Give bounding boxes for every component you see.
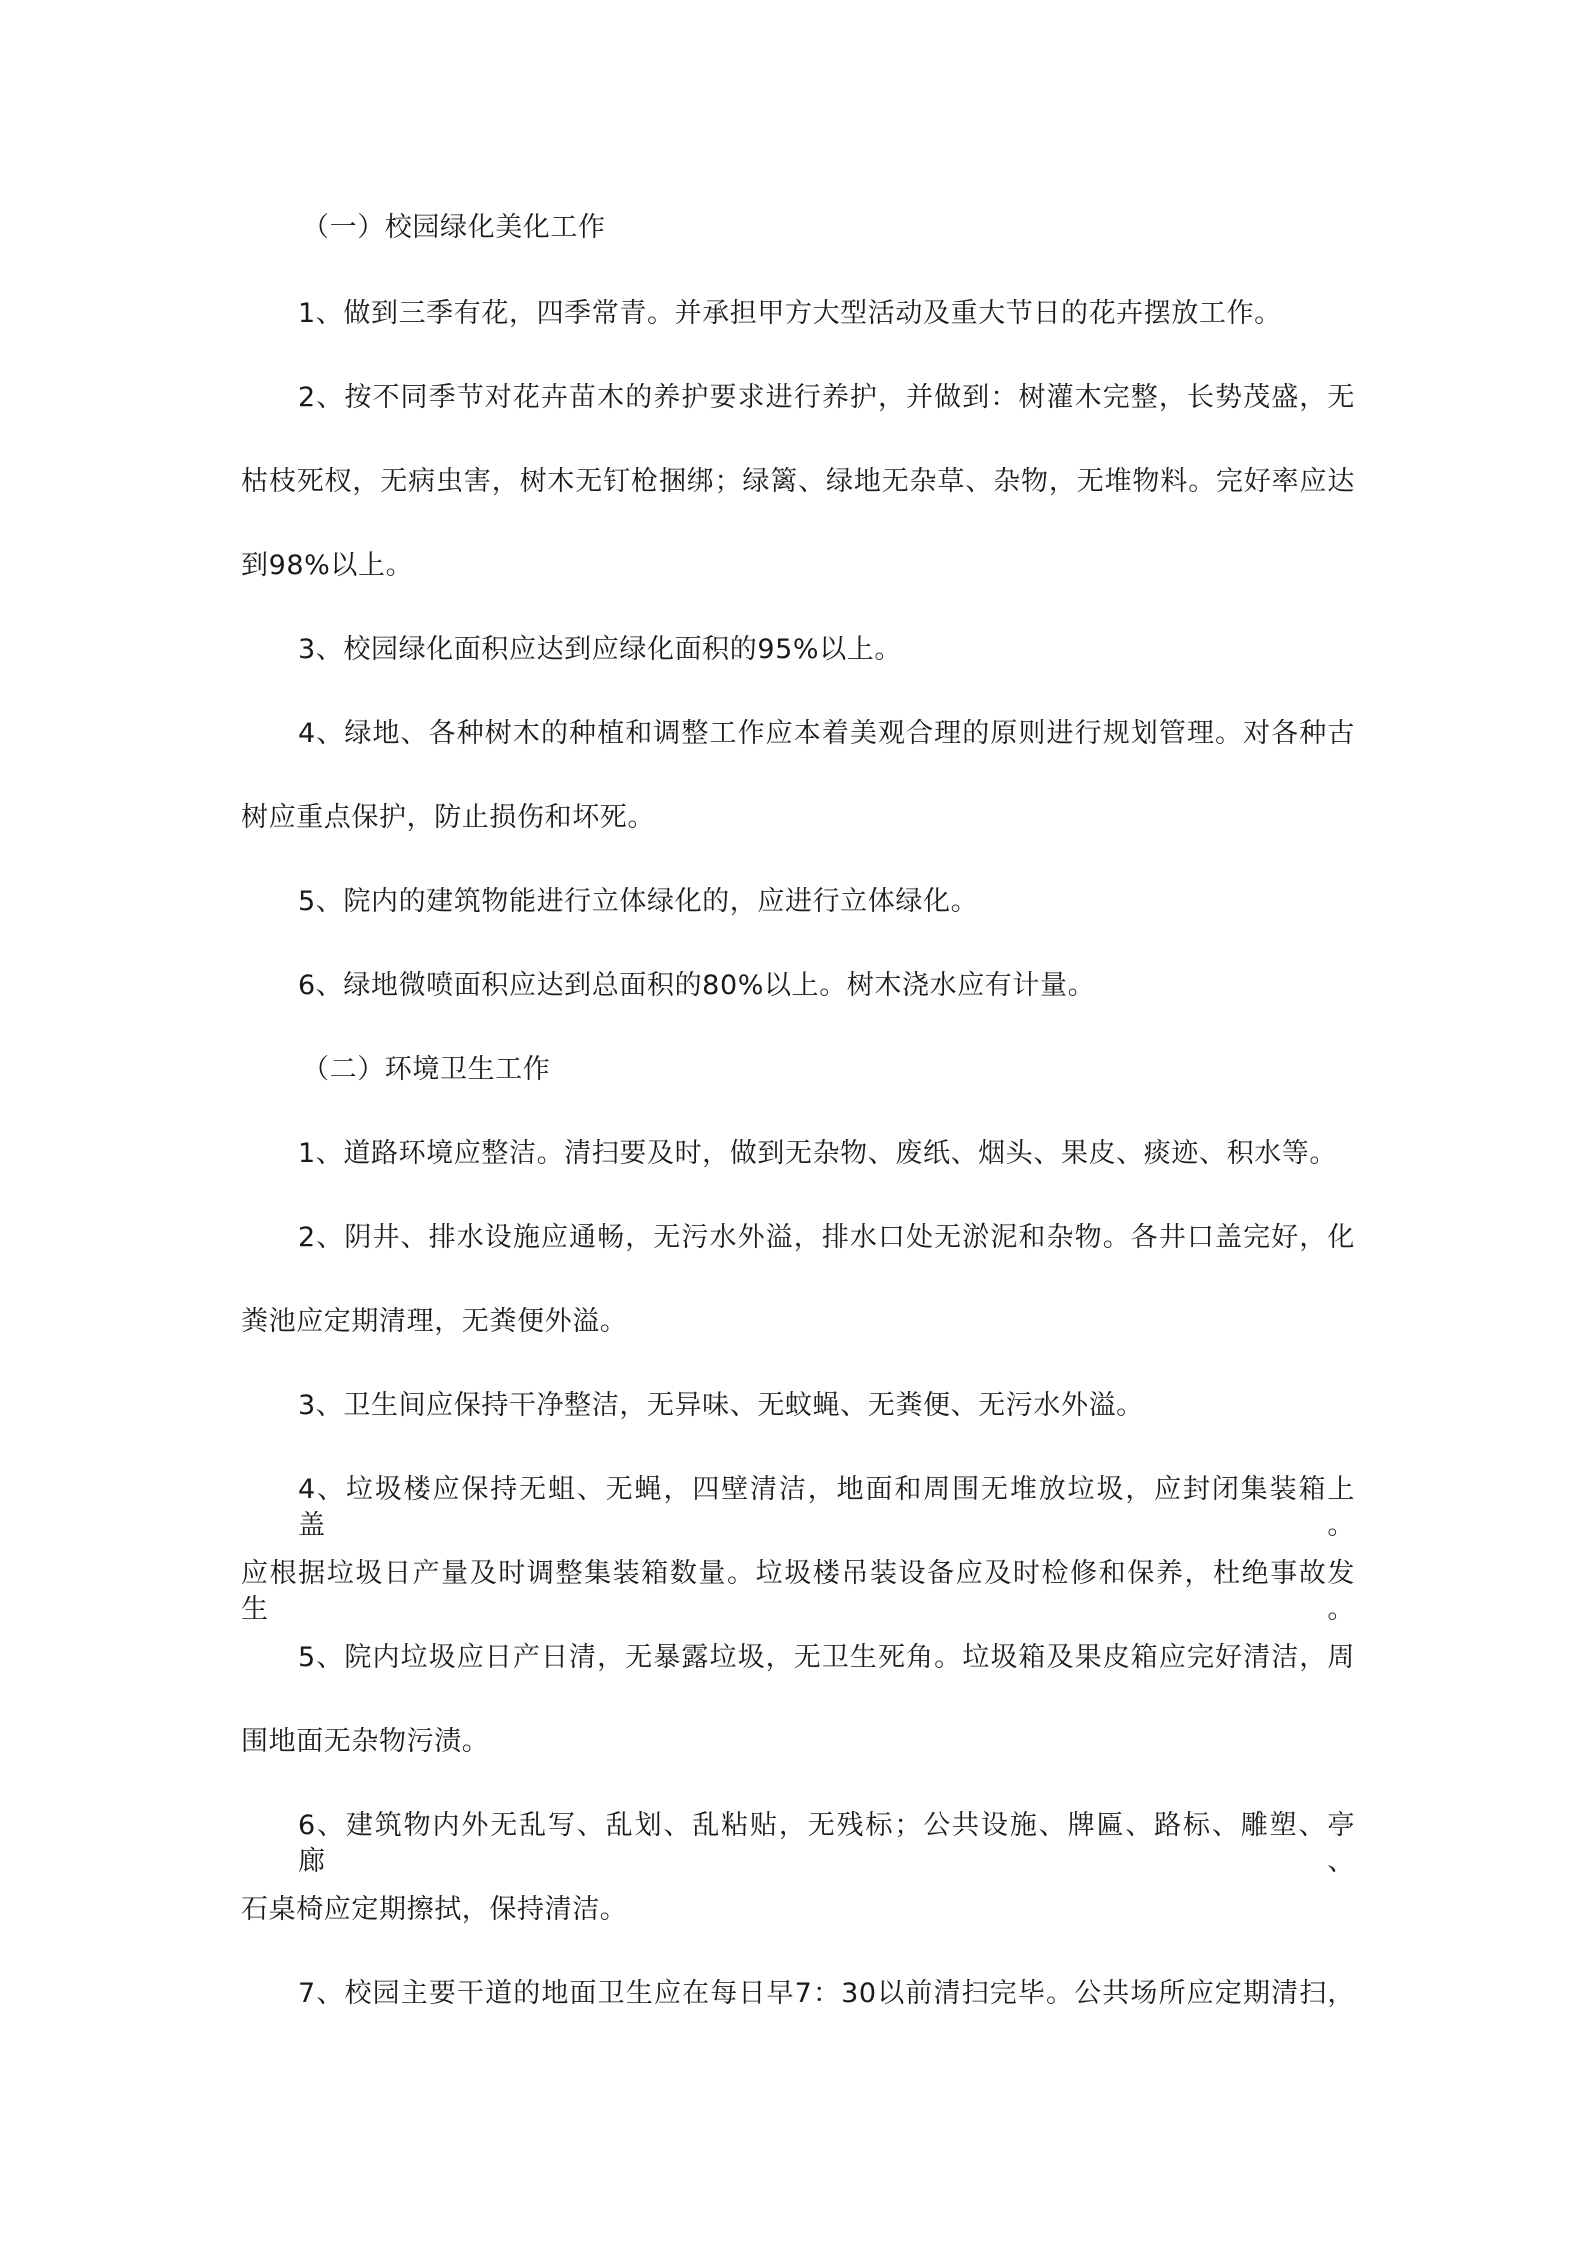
paragraph-1-3-line-1: 3、校园绿化面积应达到应绿化面积的95%以上。 <box>298 634 902 665</box>
paragraph-2-6-line-2: 石桌椅应定期擦拭，保持清洁。 <box>241 1894 628 1925</box>
paragraph-2-2-line-2: 粪池应定期清理，无粪便外溢。 <box>241 1306 628 1337</box>
section-heading-2: （二）环境卫生工作 <box>302 1054 551 1085</box>
paragraph-1-2-line-3: 到98%以上。 <box>241 550 414 581</box>
paragraph-2-2-line-1: 2、阴井、排水设施应通畅，无污水外溢，排水口处无淤泥和杂物。各井口盖完好，化 <box>298 1222 1355 1253</box>
paragraph-1-6-line-1: 6、绿地微喷面积应达到总面积的80%以上。树木浇水应有计量。 <box>298 970 1096 1001</box>
paragraph-2-5-line-2: 围地面无杂物污渍。 <box>241 1726 490 1757</box>
paragraph-2-5-line-1: 5、院内垃圾应日产日清，无暴露垃圾，无卫生死角。垃圾箱及果皮箱应完好清洁，周 <box>298 1642 1355 1673</box>
section-heading-1: （一）校园绿化美化工作 <box>302 212 606 243</box>
paragraph-1-4-line-2: 树应重点保护，防止损伤和坏死。 <box>241 802 655 833</box>
paragraph-1-5-line-1: 5、院内的建筑物能进行立体绿化的，应进行立体绿化。 <box>298 886 979 917</box>
paragraph-2-4-line-2: 应根据垃圾日产量及时调整集装箱数量。垃圾楼吊装设备应及时检修和保养，杜绝事故发生。 <box>241 1558 1355 1625</box>
paragraph-2-7-line-1: 7、校园主要干道的地面卫生应在每日早7：30以前清扫完毕。公共场所应定期清扫， <box>298 1978 1355 2009</box>
paragraph-1-1-line-1: 1、做到三季有花，四季常青。并承担甲方大型活动及重大节日的花卉摆放工作。 <box>298 298 1282 329</box>
paragraph-1-4-line-1: 4、绿地、各种树木的种植和调整工作应本着美观合理的原则进行规划管理。对各种古 <box>298 718 1355 749</box>
paragraph-1-2-line-1: 2、按不同季节对花卉苗木的养护要求进行养护，并做到：树灌木完整，长势茂盛，无 <box>298 382 1355 413</box>
paragraph-2-6-line-1: 6、建筑物内外无乱写、乱划、乱粘贴，无残标；公共设施、牌匾、路标、雕塑、亭廊、 <box>298 1810 1355 1877</box>
paragraph-2-1-line-1: 1、道路环境应整洁。清扫要及时，做到无杂物、废纸、烟头、果皮、痰迹、积水等。 <box>298 1138 1337 1169</box>
paragraph-1-2-line-2: 枯枝死杈，无病虫害，树木无钉枪捆绑；绿篱、绿地无杂草、杂物，无堆物料。完好率应达 <box>241 466 1355 497</box>
paragraph-2-3-line-1: 3、卫生间应保持干净整洁，无异味、无蚊蝇、无粪便、无污水外溢。 <box>298 1390 1144 1421</box>
paragraph-2-4-line-1: 4、垃圾楼应保持无蛆、无蝇，四壁清洁，地面和周围无堆放垃圾，应封闭集装箱上盖。 <box>298 1474 1355 1541</box>
